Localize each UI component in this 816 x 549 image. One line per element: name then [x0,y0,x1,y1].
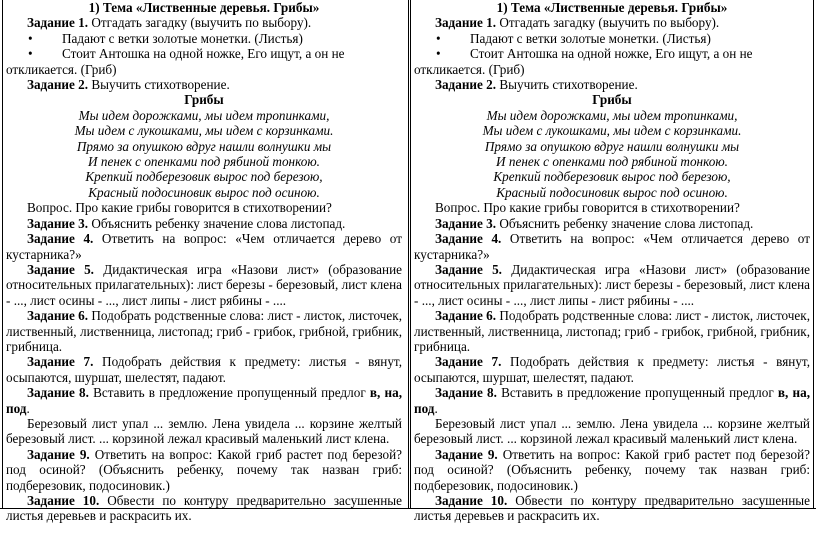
riddle-2-text: Стоит Антошка на одной ножке, Его ищут, а он не откликается. (Гриб) [414,46,753,77]
task-5-text: Дидактическая игра «Назови лист» (образование относительных прилагательных): лист березы - березовый, лист клена - ..., лист осины - ..., лист липы - лист рябины - .... [414,261,810,308]
task-1-text: Отгадать загадку (выучить по выбору). [88,15,312,31]
task-1 [414,15,810,30]
task-4-label: Задание 4. [27,231,94,247]
task-9-text: Ответить на вопрос: Какой гриб растет под березой? под осиной? (Объяснить ребенку, почему так назван гриб: подберезовик, подосиновик.) [414,446,811,493]
task-5-label: Задание 5. [435,261,502,277]
poem-line: Красный подосиновик вырос под осиною. [496,184,728,200]
task-8-sentence: Березовый лист упал ... землю. Лена увидела ... корзине желтый березовый лист. ... корзиной лежал красивый маленький лист клена. [414,415,810,447]
column-divider-2 [410,0,411,508]
task-6 [6,308,402,354]
poem-question: Вопрос. Про какие грибы говорится в стихотворении? [27,200,332,216]
task-8-prepositions: в, на, под [6,385,402,416]
poem-line: Мы идем с лукошками, мы идем с корзинками. [482,123,742,139]
poem-line: Мы идем дорожками, мы идем тропинками, [486,107,738,123]
task-6-label: Задание 6. [27,308,89,324]
bullet-icon: • [28,46,33,62]
task-7-text: Подобрать действия к предмету: листья - вянут, осыпаются, шуршат, шелестят, падают. [6,354,402,385]
task-1-label: Задание 1. [435,15,497,31]
poem-title: Грибы [184,92,224,108]
riddle-1-text: Падают с ветки золотые монетки. (Листья) [470,30,711,46]
poem-question: Вопрос. Про какие грибы говорится в стихотворении? [435,200,740,216]
poem-title: Грибы [592,92,632,108]
poem-line: И пенек с опенками под рябиной тонкою. [496,154,728,170]
task-6-text: Подобрать родственные слова: лист - листок, листочек, лиственный, лиственница, листопад; гриб - грибок, грибной, грибник, грибница. [6,308,402,354]
task-8-label: Задание 8. [27,385,89,401]
left-column [6,0,402,524]
right-border [813,0,814,508]
task-6-label: Задание 6. [435,308,497,324]
task-5-text: Дидактическая игра «Назови лист» (образование относительных прилагательных): лист березы - березовый, лист клена - ..., лист осины - ..., лист липы - лист рябины - .... [6,261,402,308]
riddle-2 [414,46,810,77]
left-border [2,0,3,508]
task-8-end: . [434,400,438,416]
task-10 [414,493,810,524]
task-7 [414,354,810,385]
task-8 [6,385,402,416]
task-10-label: Задание 10. [27,493,100,508]
poem-line: И пенек с опенками под рябиной тонкою. [88,154,320,170]
task-7-label: Задание 7. [435,354,502,370]
task-5 [6,262,402,308]
task-2-label: Задание 2. [435,77,497,93]
task-7-text: Подобрать действия к предмету: листья - вянут, осыпаются, шуршат, шелестят, падают. [414,354,810,385]
task-4-label: Задание 4. [435,231,502,247]
task-2-label: Задание 2. [27,77,89,93]
task-3-label: Задание 3. [435,215,497,231]
poem-line: Мы идем дорожками, мы идем тропинками, [78,107,330,123]
task-8-text: Вставить в предложение пропущенный предлог [88,385,370,401]
riddle-1 [6,31,402,46]
task-3 [414,216,810,231]
task-3-text: Объяснить ребенку значение слова листопад. [496,215,754,231]
task-2-text: Выучить стихотворение. [496,77,638,93]
task-10-text: Обвести по контуру предварительно засушенные листья деревьев и раскрасить их. [6,493,402,524]
bullet-icon: • [28,30,33,46]
task-4-text: Ответить на вопрос: «Чем отличается дерево от кустарника?» [6,231,402,262]
poem-line: Крепкий подберезовик вырос под березою, [85,169,323,185]
bullet-icon: • [436,30,441,46]
bullet-icon: • [436,46,441,62]
riddle-2 [6,46,402,77]
topic-title: 1) Тема «Лиственные деревья. Грибы» [88,0,320,15]
poem-line: Прямо за опушкою вдруг нашли волнушки мы [76,138,332,154]
task-8-sentence: Березовый лист упал ... землю. Лена увидела ... корзине желтый березовый лист. ... корзиной лежал красивый маленький лист клена. [6,415,402,447]
task-7-label: Задание 7. [27,354,94,370]
task-3-label: Задание 3. [27,215,89,231]
riddle-1 [414,31,810,46]
task-6-text: Подобрать родственные слова: лист - листок, листочек, лиственный, лиственница, листопад; гриб - грибок, грибной, грибник, грибница. [414,308,810,354]
task-10-label: Задание 10. [435,493,508,508]
task-9-label: Задание 9. [435,446,498,462]
task-5 [414,262,810,308]
task-9-text: Ответить на вопрос: Какой гриб растет под березой? под осиной? (Объяснить ребенку, почему так назван гриб: подберезовик, подосиновик.) [6,446,403,493]
task-9 [414,447,810,493]
task-9 [6,447,402,493]
task-10 [6,493,402,524]
right-column [414,0,810,524]
poem-line: Крепкий подберезовик вырос под березою, [493,169,731,185]
task-8-end: . [26,400,30,416]
poem-line: Прямо за опушкою вдруг нашли волнушки мы [484,138,740,154]
task-8-prepositions: в, на, под [414,385,810,416]
task-7 [6,354,402,385]
task-9-label: Задание 9. [27,446,90,462]
task-2 [6,77,402,92]
task-1-text: Отгадать загадку (выучить по выбору). [496,15,720,31]
task-3-text: Объяснить ребенку значение слова листопад. [88,215,346,231]
riddle-1-text: Падают с ветки золотые монетки. (Листья) [62,30,303,46]
task-1 [6,15,402,30]
column-divider [408,0,409,508]
task-8-label: Задание 8. [435,385,497,401]
task-1-label: Задание 1. [27,15,89,31]
task-4 [414,231,810,262]
task-2 [414,77,810,92]
task-2-text: Выучить стихотворение. [88,77,230,93]
poem-line: Мы идем с лукошками, мы идем с корзинками. [74,123,334,139]
task-4-text: Ответить на вопрос: «Чем отличается дерево от кустарника?» [414,231,810,262]
riddle-2-text: Стоит Антошка на одной ножке, Его ищут, а он не откликается. (Гриб) [6,46,345,77]
task-3 [6,216,402,231]
topic-title: 1) Тема «Лиственные деревья. Грибы» [496,0,728,15]
task-5-label: Задание 5. [27,261,94,277]
task-4 [6,231,402,262]
task-8-text: Вставить в предложение пропущенный предлог [496,385,778,401]
task-10-text: Обвести по контуру предварительно засушенные листья деревьев и раскрасить их. [414,493,810,524]
poem-line: Красный подосиновик вырос под осиною. [88,184,320,200]
task-8 [414,385,810,416]
task-6 [414,308,810,354]
